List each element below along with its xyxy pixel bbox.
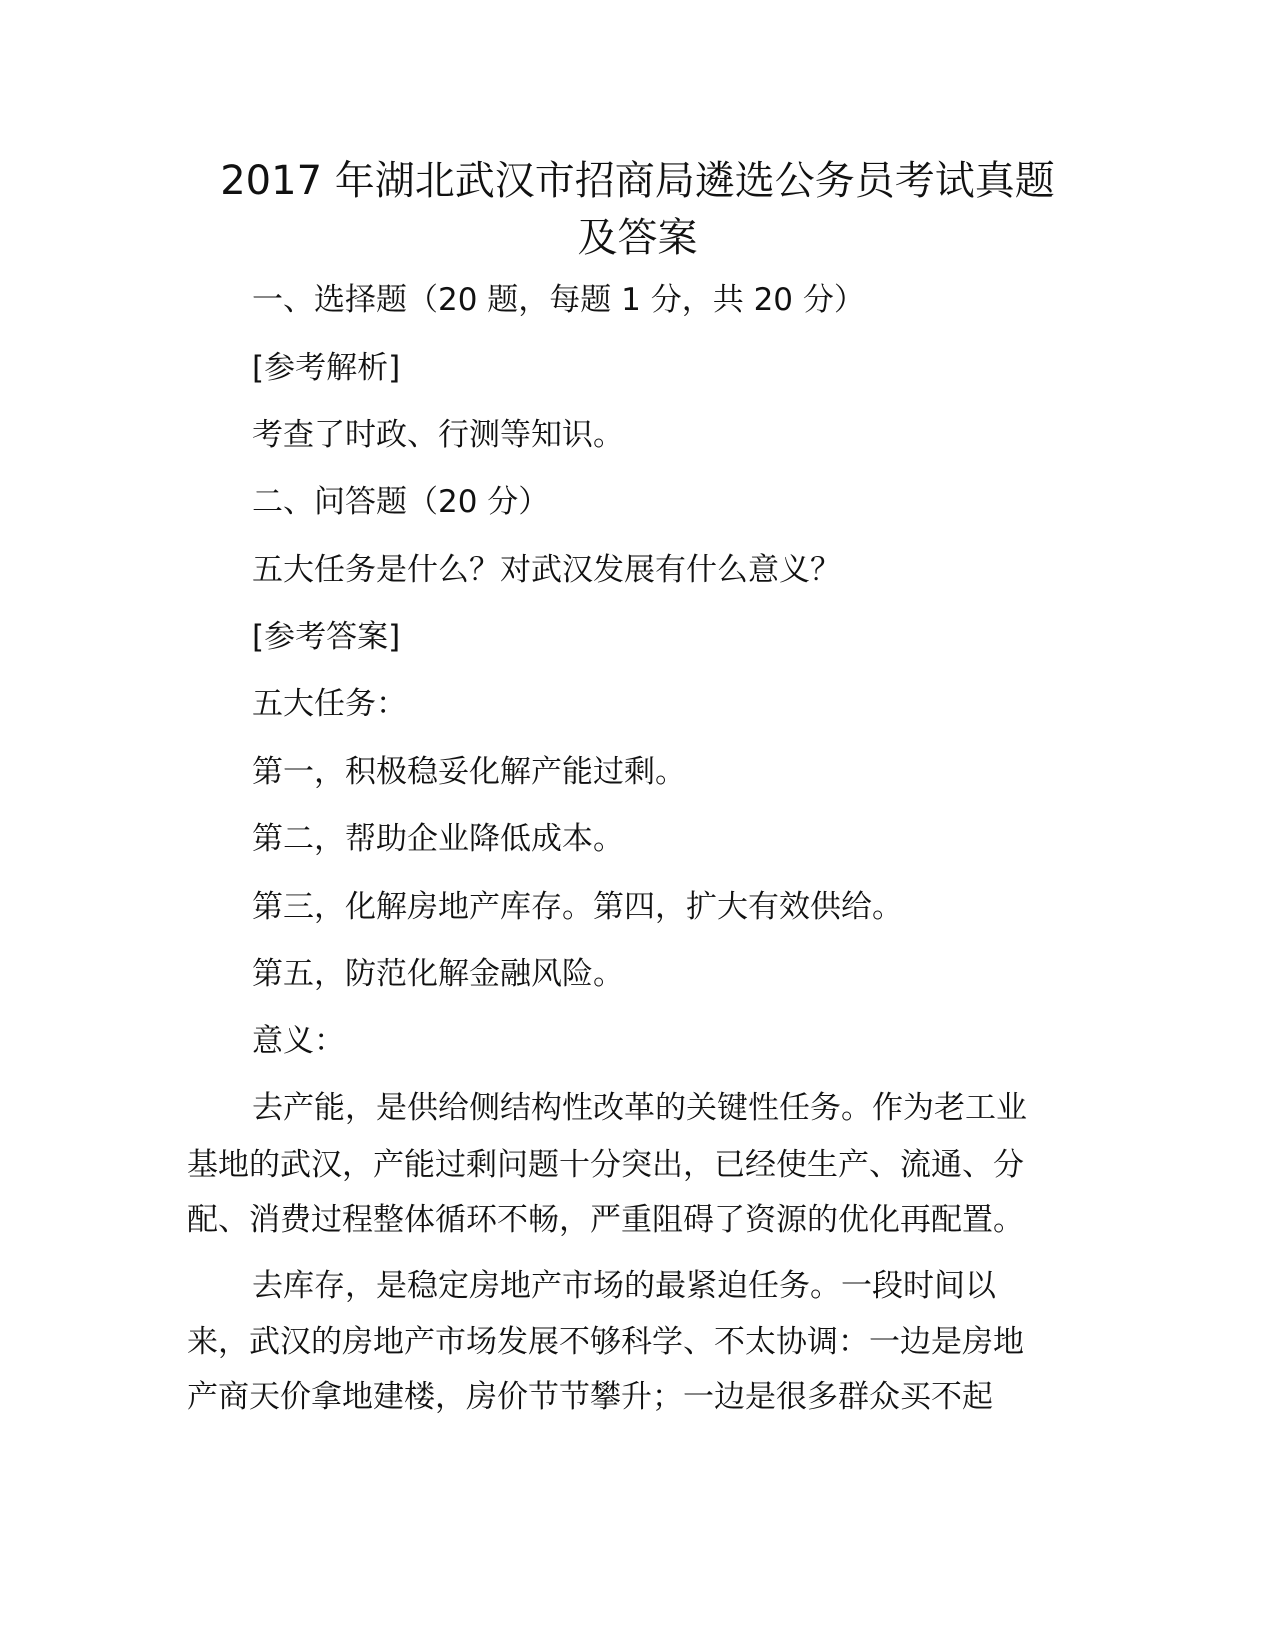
paragraph-line: 五大任务：	[252, 686, 407, 722]
paragraph-line: 去产能，是供给侧结构性改革的关键性任务。作为老工业	[252, 1090, 1027, 1126]
paragraph-line: 意义：	[252, 1023, 345, 1059]
document-title-line-2: 及答案	[577, 215, 698, 261]
paragraph-line: 来，武汉的房地产市场发展不够科学、不太协调：一边是房地	[187, 1324, 1024, 1360]
reference-analysis-label: [参考解析]	[252, 350, 401, 386]
paragraph-line: 考查了时政、行测等知识。	[252, 417, 624, 453]
list-item: 第一，积极稳妥化解产能过剩。	[252, 754, 686, 790]
section-heading-choice: 一、选择题（20 题，每题 1 分，共 20 分）	[252, 282, 865, 318]
question-text: 五大任务是什么？对武汉发展有什么意义？	[252, 552, 841, 588]
paragraph-line: 基地的武汉，产能过剩问题十分突出，已经使生产、流通、分	[187, 1147, 1024, 1183]
list-item: 第二，帮助企业降低成本。	[252, 821, 624, 857]
paragraph-line: 产商天价拿地建楼，房价节节攀升；一边是很多群众买不起	[187, 1379, 993, 1415]
paragraph-line: 配、消费过程整体循环不畅，严重阻碍了资源的优化再配置。	[187, 1202, 1024, 1238]
list-item: 第五，防范化解金融风险。	[252, 956, 624, 992]
section-heading-qa: 二、问答题（20 分）	[252, 484, 550, 520]
paragraph-line: 去库存，是稳定房地产市场的最紧迫任务。一段时间以	[252, 1268, 996, 1304]
list-item: 第三，化解房地产库存。第四，扩大有效供给。	[252, 889, 903, 925]
reference-answer-label: [参考答案]	[252, 619, 401, 655]
document-title-line-1: 2017 年湖北武汉市招商局遴选公务员考试真题	[220, 158, 1055, 204]
